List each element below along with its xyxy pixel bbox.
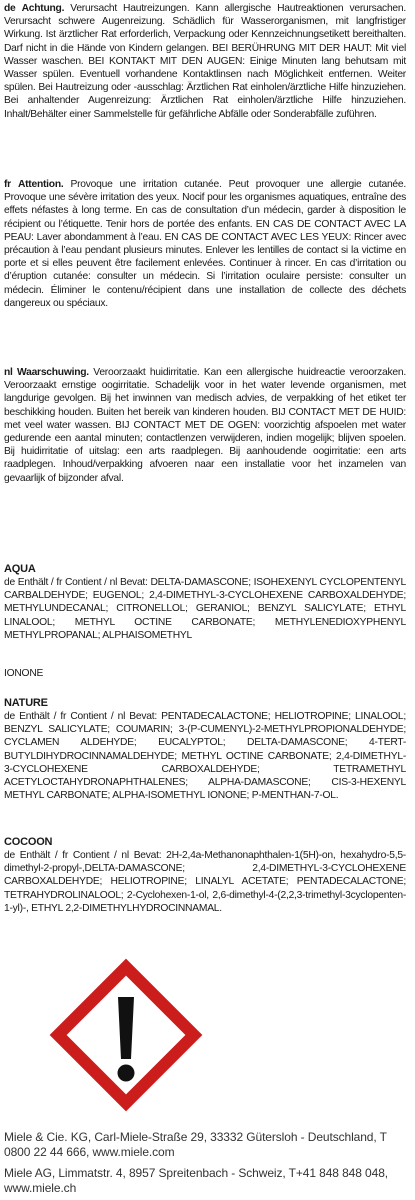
signal-word-fr: Attention. [17, 179, 64, 190]
nature-ingredients: de Enthält / fr Contient / nl Bevat: PENTADECALACTONE; HELIOTROPINE; LINALOOL; BENZYL SALICYLATE; COUMARIN; 3-(P-CUMENYL)-2-METHYLPROPIONALDEHYDE; CYCLAMEN ALDEHYDE; EUCALYPTOL; DELTA-DAMASCONE; 4-TERT-BUTYLDIHYDROCINNAMALDEHYDE; METHYL OCTINE CARBONATE; 2,4-DIMETHYL-3-CYCLOHEXENE CARBOXALDEHYDE; TETRAMETHYL ACETYLOCTAHYDRONAPHTHALENES; ALPHA-DAMASCONE; CIS-3-HEXENYL METHYL CARBONATE; ALPHA-ISOMETHYL IONONE; P-MENTHAN-7-OL. [4, 711, 406, 802]
warning-text-nl: Veroorzaakt huidirritatie. Kan een allergische huidreactie veroorzaken. Veroorzaakt ernstige oogirritatie. Schadelijk voor in het water levende organismen, met langdurige gevolgen. Bij het inwinnen van medisch advies, de verpakking of het etiket ter beschikking houden. Buiten het bereik van kinderen houden. BIJ CONTACT MET DE HUID: met veel water wassen. BIJ CONTACT MET DE OGEN: voorzichtig afspoelen met water gedurende een aantal minuten; contactlenzen verwijderen, indien mogelijk; blijven spoelen. Bij huidirritatie of uitslag: een arts raadplegen. Bij aanhoudende oogirritatie: een arts raadplegen. Inhoud/verpakking afvoeren naar een installatie voor het inzamelen van gevaarlijk of bijzonder afval. [4, 367, 406, 484]
address-switzerland: Miele AG, Limmatstr. 4, 8957 Spreitenbach - Schweiz, T+41 848 848 048, www.miele.ch [4, 1166, 389, 1195]
nature-title: NATURE [4, 697, 48, 709]
warning-de [4, 2, 406, 121]
address-germany: Miele & Cie. KG, Carl-Miele-Straße 29, 33332 Gütersloh - Deutschland, T 0800 22 44 666, www.miele.com [4, 1130, 387, 1159]
lang-code-fr: fr [4, 179, 11, 190]
warning-nl [4, 366, 406, 485]
ghs07-exclamation-mark-icon [46, 955, 206, 1115]
aqua-title: AQUA [4, 563, 36, 575]
lang-code-nl: nl [4, 367, 13, 378]
aqua-ingredients: de Enthält / fr Contient / nl Bevat: DELTA-DAMASCONE; ISOHEXENYL CYCLOPENTENYL CARBALDEHYDE; EUGENOL; 2,4-DIMETHYL-3-CYCLOHEXENE CARBOXALDEHYDE; METHYLUNDECANAL; CITRONELLOL; GERANIOL; BENZYL SALICYLATE; ETHYL LINALOOL; METHYL OCTINE CARBONATE; METHYLENEDIOXYPHENYL METHYLPROPANAL; ALPHAISOMETHYL [4, 577, 406, 641]
lang-code-de: de [4, 3, 16, 14]
warning-text-de: Verursacht Hautreizungen. Kann allergische Hautreaktionen verursachen. Verursacht schwere Augenreizung. Schädlich für Wasserorganismen, mit langfristiger Wirkung. Ist ärztlicher Rat erforderlich, Verpackung oder Kennzeichnungsetikett bereithalten. Darf nicht in die Hände von Kindern gelangen. BEI BERÜHRUNG MIT DER HAUT: Mit viel Wasser waschen. BEI KONTAKT MIT DEN AUGEN: Einige Minuten lang behutsam mit Wasser spülen. Eventuell vorhandene Kontaktlinsen nach Möglichkeit entfernen. Weiter spülen. Bei Hautreizung oder -ausschlag: Ärztlichen Rat einholen/ärztliche Hilfe hinzuziehen. Bei anhaltender Augenreizung: Ärztlichen Rat einholen/ärztliche Hilfe hinzuziehen. Inhalt/Behälter einer Sammelstelle für gefährliche Abfälle oder Sonderabfälle zuführen. [4, 3, 406, 120]
signal-word-nl: Waarschuwing. [17, 367, 89, 378]
warning-text-fr: Provoque une irritation cutanée. Peut provoquer une allergie cutanée. Provoque une sévère irritation des yeux. Nocif pour les organismes aquatiques, entraîne des effets néfastes à long terme. En cas de consultation d’un médecin, garder à disposition le récipient ou l’étiquette. Tenir hors de portée des enfants. EN CAS DE CONTACT AVEC LA PEAU: Laver abondamment à l’eau. EN CAS DE CONTACT AVEC LES YEUX: Rincer avec précaution à l’eau pendant plusieurs minutes. Enlever les lentilles de contact si la victime en porte et si elles peuvent être facilement enlevées. Continuer à rincer. En cas d’irritation ou d’éruption cutanée: consulter un médecin. Si l’irritation oculaire persiste: consulter un médecin. Éliminer le contenu/récipient dans une installation de collecte des déchets dangereux ou spéciaux. [4, 179, 406, 309]
cocoon-ingredients: de Enthält / fr Contient / nl Bevat: 2H-2,4a-Methanonaphthalen-1(5H)-on, hexahydro-5,5-dimethyl-2-propyl-,DELTA-DAMASCONE; 2,4-DIMETHYL-3-CYCLOHEXENE CARBOXALDEHYDE; HELIOTROPINE; LINALYL ACETATE; PENTADECALACTONE; TETRAHYDROLINALOOL; 2-Cyclohexen-1-ol, 2,6-dimethyl-4-(2,2,3-trimethyl-3cyclopenten-1-yl)-, ETHYL 2,2-DIMETHYLHYDROCINNAMAL. [4, 850, 406, 914]
signal-word-de: Achtung. [21, 3, 65, 14]
aqua-ingredients-continued: IONONE [4, 668, 44, 679]
warning-fr [4, 178, 406, 310]
cocoon-title: COCOON [4, 836, 53, 848]
